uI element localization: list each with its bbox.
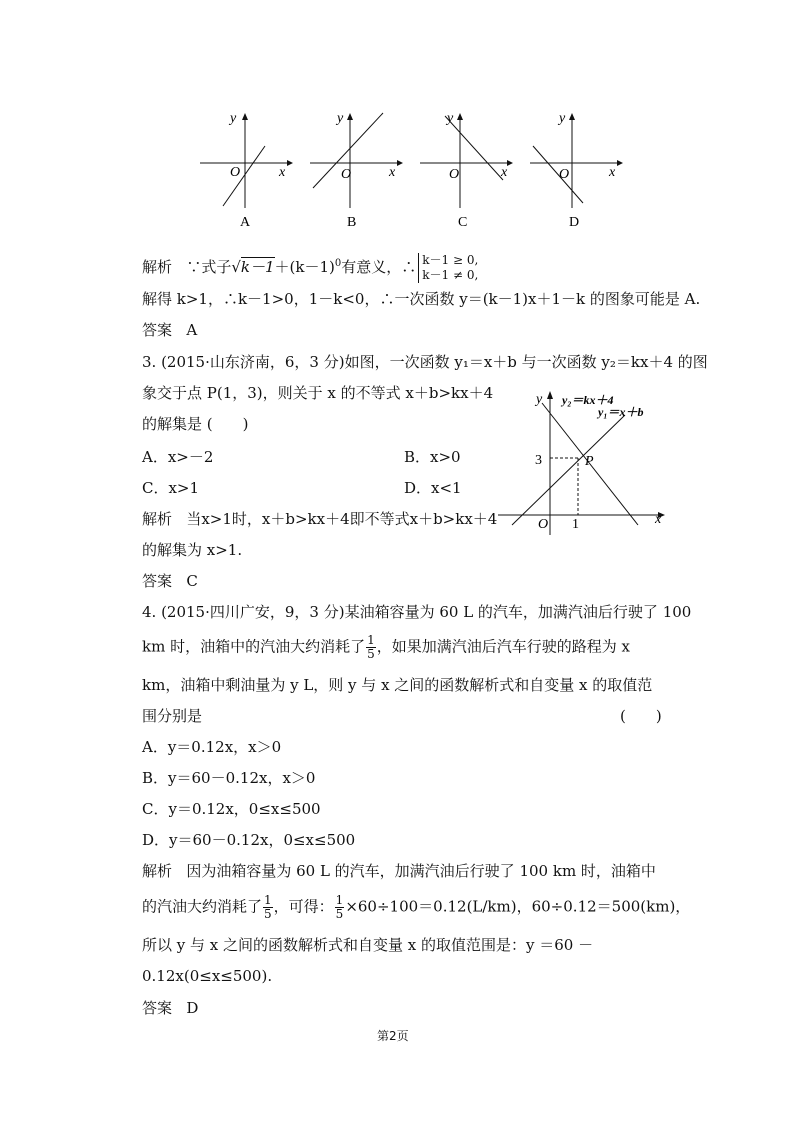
- origin-label: O: [449, 167, 460, 182]
- origin-label: O: [538, 517, 549, 532]
- origin-label: O: [230, 165, 241, 180]
- q3-answer: [142, 571, 198, 591]
- point-p-label: P: [585, 454, 594, 469]
- answer-label: 答案: [142, 999, 173, 1017]
- q4-option-d: D．y＝60－0.12x，0≤x≤500: [142, 831, 356, 849]
- fraction-numerator: 1: [335, 893, 344, 907]
- y-axis-label: y: [337, 111, 344, 126]
- x-axis-label: x: [655, 512, 662, 527]
- x-axis-label: x: [501, 165, 508, 180]
- sqrt-sign: √: [231, 258, 241, 276]
- origin-label: O: [341, 167, 352, 182]
- q4-stem-line2: [142, 634, 630, 661]
- answer-label: 答案: [142, 572, 173, 590]
- analysis-text: ，可得：: [273, 897, 334, 916]
- q3-stem-line1: 3. (2015·山东济南，6，3 分)如图，一次函数 y₁＝x＋b 与一次函数 y₂＝kx＋4 的图: [142, 353, 708, 371]
- q4-analysis-line1: [142, 861, 656, 881]
- analysis-label: 解析: [142, 258, 173, 276]
- q4-analysis-line3: 所以 y 与 x 之间的函数解析式和自变量 x 的取值范围是：y ＝60 －: [142, 936, 594, 954]
- analysis-label: 解析: [142, 510, 173, 528]
- y-axis-label: y: [447, 111, 454, 126]
- analysis-text: ×60÷100＝0.12(L/km)，60÷0.12＝500(km)，: [345, 897, 691, 916]
- fraction-one-fifth: [263, 894, 273, 921]
- graph-label-c: C: [458, 215, 468, 230]
- page-number: 第2页: [377, 1029, 409, 1043]
- condition-2: k－1 ≠ 0,: [422, 268, 479, 282]
- analysis-text: 有意义，∴: [341, 258, 417, 276]
- q3-option-a: A．x>－2: [142, 448, 214, 466]
- answer-label: 答案: [142, 321, 173, 339]
- fraction-one-fifth: [366, 634, 376, 661]
- q4-answer: [142, 998, 198, 1018]
- stem-text: ，如果加满汽油后汽车行驶的路程为 x: [376, 637, 630, 656]
- q4-analysis-line2: [142, 894, 690, 921]
- q2-analysis-line2: 解得 k>1，∴k－1>0，1－k<0，∴一次函数 y＝(k－1)x＋1－k 的图象可能是 A.: [142, 290, 701, 308]
- analysis-text: ＋(k－1): [274, 258, 335, 276]
- q3-graph: [490, 385, 675, 545]
- graph-d: [525, 108, 625, 233]
- q3-analysis-line1: [142, 509, 497, 529]
- condition-system: [418, 253, 478, 283]
- q4-analysis-line4: 0.12x(0≤x≤500).: [142, 967, 273, 985]
- q3-option-b: B．x>0: [404, 448, 461, 466]
- q3-option-c: C．x>1: [142, 479, 200, 497]
- q3-stem-line2: 象交于点 P(1，3)，则关于 x 的不等式 x＋b>kx＋4: [142, 384, 494, 402]
- y1-label: y₁＝x＋b: [598, 405, 644, 419]
- x-axis-label: x: [389, 165, 396, 180]
- graph-c: [415, 108, 515, 233]
- analysis-text: 当x>1时，x＋b>kx＋4即不等式x＋b>kx＋4: [186, 510, 498, 528]
- fraction-denominator: 5: [367, 647, 375, 661]
- q3-analysis-line2: 的解集为 x>1.: [142, 541, 243, 559]
- exponent: 0: [334, 258, 342, 269]
- analysis-text: 的汽油大约消耗了: [142, 897, 263, 916]
- fraction-numerator: 1: [264, 893, 272, 907]
- analysis-text: ∵式子: [186, 258, 232, 276]
- fraction-denominator: 5: [264, 907, 272, 921]
- y2-label: y₂＝kx＋4: [562, 393, 614, 407]
- line-y1: [512, 415, 625, 525]
- y-axis-label: y: [559, 111, 566, 126]
- fraction-numerator: 1: [367, 633, 375, 647]
- y-axis-label: y: [536, 392, 543, 407]
- graph-label-d: D: [569, 215, 580, 230]
- q3-stem-line3: 的解集是 ( ): [142, 415, 249, 433]
- q4-stem-line3: km，油箱中剩油量为 y L，则 y 与 x 之间的函数解析式和自变量 x 的取值范: [142, 676, 653, 694]
- analysis-label: 解析: [142, 862, 173, 880]
- q4-stem-line1: 4. (2015·四川广安，9，3 分)某油箱容量为 60 L 的汽车，加满汽油后行驶了 100: [142, 603, 692, 621]
- origin-label: O: [559, 167, 570, 182]
- x-axis-label: x: [279, 165, 286, 180]
- y-axis-label: y: [230, 111, 237, 126]
- q2-analysis-line1: [142, 253, 478, 283]
- answer-value: A: [186, 321, 198, 339]
- tick-3: 3: [535, 453, 542, 468]
- condition-1: k－1 ≥ 0,: [422, 253, 479, 267]
- q3-option-d: D．x<1: [404, 479, 462, 497]
- q4-stem-line4: 围分别是: [142, 707, 203, 725]
- fraction-one-fifth: [335, 894, 345, 921]
- stem-text: km 时，油箱中的汽油大约消耗了: [142, 637, 366, 656]
- q4-answer-paren: ( ): [620, 707, 662, 725]
- graph-b: [305, 108, 405, 233]
- analysis-text: 因为油箱容量为 60 L 的汽车，加满汽油后行驶了 100 km 时，油箱中: [186, 862, 656, 880]
- answer-value: C: [186, 572, 198, 590]
- answer-value: D: [186, 999, 199, 1017]
- graph-label-b: B: [347, 215, 357, 230]
- sqrt-expression: k－1: [240, 258, 275, 276]
- q2-answer: [142, 320, 197, 340]
- q4-option-a: A．y＝0.12x，x＞0: [142, 738, 282, 756]
- x-axis-label: x: [609, 165, 616, 180]
- q4-option-b: B．y＝60－0.12x，x＞0: [142, 769, 316, 787]
- tick-1: 1: [572, 517, 579, 532]
- fraction-denominator: 5: [335, 907, 344, 921]
- graph-label-a: A: [240, 215, 251, 230]
- q4-option-c: C．y＝0.12x，0≤x≤500: [142, 800, 321, 818]
- graph-a: [195, 108, 295, 233]
